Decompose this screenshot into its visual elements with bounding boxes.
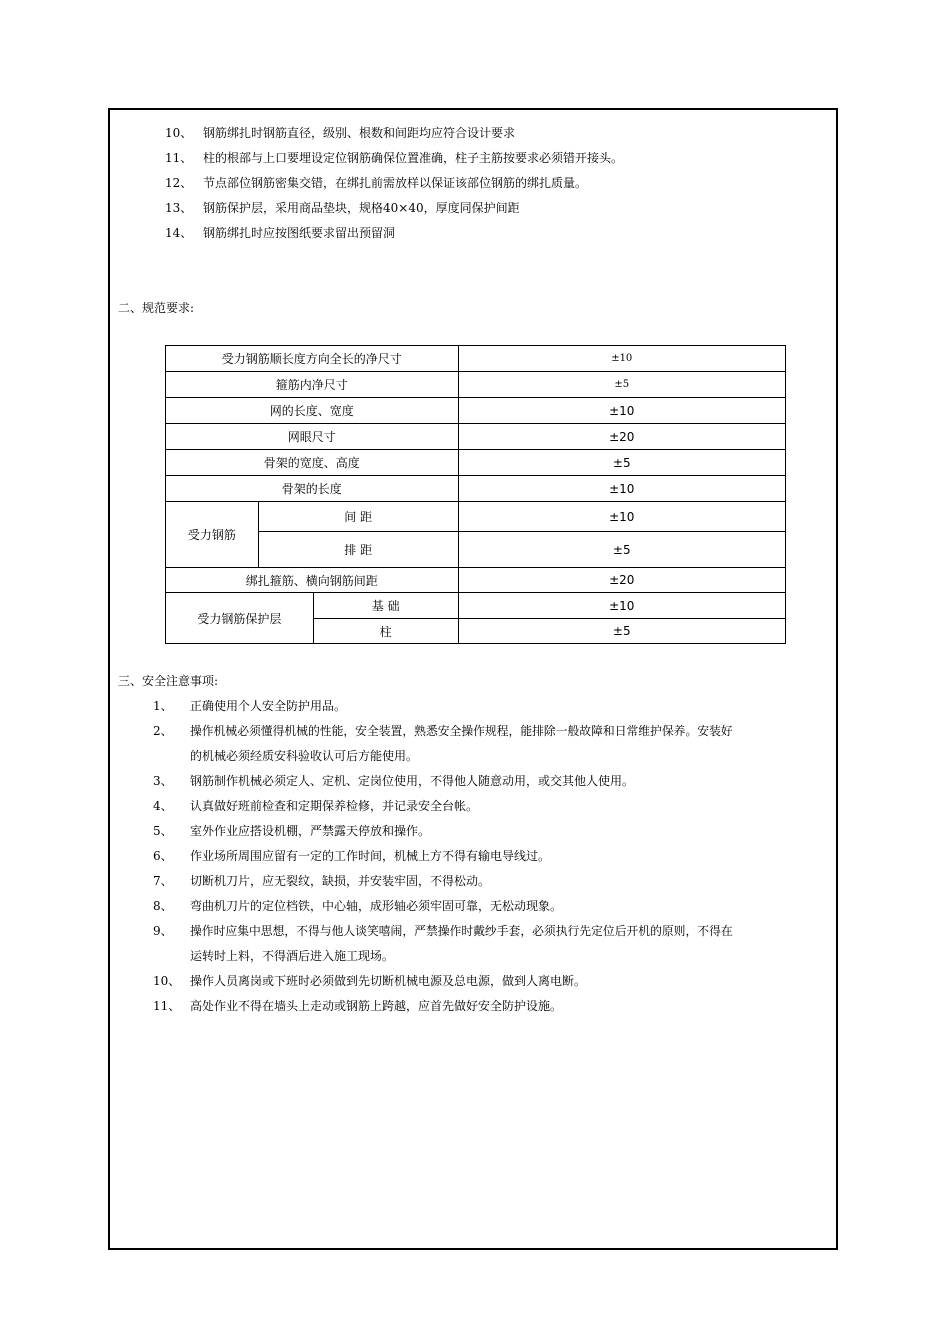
table-row [166,568,786,593]
steel-item-text: 节点部位钢筋密集交错，在绑扎前需放样以保证该部位钢筋的绑扎质量。 [203,176,588,190]
spec-table [165,345,786,644]
table-row [166,372,786,398]
table-row [166,502,786,532]
spec-label: 骨架的长度 [166,476,459,502]
spec-label: 网眼尺寸 [166,424,459,450]
steel-item-number: 13、 [165,201,193,215]
safety-item-text: 操作人员离岗或下班时必须做到先切断机械电源及总电源，做到人离电断。 [190,974,587,988]
spec-sub-label: 柱 [313,619,458,644]
spec-label: 绑扎箍筋、横向钢筋间距 [166,568,459,593]
steel-item-number: 14、 [165,226,193,240]
safety-item-text: 操作机械必须懂得机械的性能，安全装置，熟悉安全操作规程，能排除一般故障和日常维护保养。安装好 [190,724,733,738]
safety-item-text: 弯曲机刀片的定位档铁，中心轴，成形轴必须牢固可靠，无松动现象。 [190,899,563,913]
steel-item-number: 11、 [165,151,193,165]
safety-item-text: 室外作业应搭设机棚，严禁露天停放和操作。 [190,824,431,838]
safety-item-number: 4、 [153,799,173,813]
spec-value: ±10 [458,346,786,372]
spec-value: ±5 [458,532,786,568]
safety-item-number: 5、 [153,824,173,838]
steel-item-text: 钢筋保护层，采用商品垫块，规格40×40，厚度同保护间距 [203,201,520,215]
table-row [166,398,786,424]
table-row [166,476,786,502]
table-row [166,346,786,372]
spec-label: 受力钢筋顺长度方向全长的净尺寸 [166,346,459,372]
safety-item-text: 运转时上料，不得酒后进入施工现场。 [190,949,395,963]
table-row [166,593,786,619]
safety-item-text: 高处作业不得在墙头上走动或钢筋上跨越，应首先做好安全防护设施。 [190,999,563,1013]
spec-value: ±10 [458,502,786,532]
spec-value: ±5 [458,372,786,398]
spec-value: ±5 [458,450,786,476]
spec-label: 骨架的宽度、高度 [166,450,459,476]
safety-item-number: 10、 [153,974,181,988]
safety-item-text: 切断机刀片，应无裂纹，缺损，并安装牢固，不得松动。 [190,874,491,888]
section-heading-spec: 二、规范要求: [118,301,195,315]
spec-sub-label: 基 础 [313,593,458,619]
spec-sub-label: 间 距 [258,502,458,532]
spec-label: 箍筋内净尺寸 [166,372,459,398]
spec-value: ±20 [458,568,786,593]
spec-value: ±10 [458,398,786,424]
table-row [166,532,786,568]
safety-item-number: 9、 [153,924,173,938]
spec-group-label: 受力钢筋 [166,502,259,568]
safety-item-number: 8、 [153,899,173,913]
safety-item-number: 7、 [153,874,173,888]
safety-item-text: 认真做好班前检查和定期保养检修，并记录安全台帐。 [190,799,479,813]
spec-group-label: 受力钢筋保护层 [166,593,314,644]
safety-item-text: 作业场所周围应留有一定的工作时间，机械上方不得有输电导线过。 [190,849,551,863]
spec-value: ±10 [458,476,786,502]
steel-item-number: 12、 [165,176,193,190]
table-row [166,424,786,450]
spec-sub-label: 排 距 [258,532,458,568]
steel-item-number: 10、 [165,126,193,140]
table-row [166,450,786,476]
safety-item-text: 操作时应集中思想，不得与他人谈笑嘻闹，严禁操作时戴纱手套，必须执行先定位后开机的原则，不得在 [190,924,733,938]
safety-item-number: 1、 [153,699,173,713]
spec-value: ±10 [458,593,786,619]
section-heading-safety: 三、安全注意事项: [118,674,219,688]
safety-item-number: 3、 [153,774,173,788]
safety-item-number: 2、 [153,724,173,738]
spec-value: ±20 [458,424,786,450]
steel-item-text: 钢筋绑扎时应按图纸要求留出预留洞 [203,226,396,240]
safety-item-number: 6、 [153,849,173,863]
safety-item-text: 正确使用个人安全防护用品。 [190,699,347,713]
safety-item-number: 11、 [153,999,181,1013]
steel-item-text: 柱的根部与上口要埋设定位钢筋确保位置准确，柱子主筋按要求必须错开接头。 [203,151,624,165]
safety-item-text: 钢筋制作机械必须定人、定机、定岗位使用，不得他人随意动用，或交其他人使用。 [190,774,635,788]
spec-label: 网的长度、宽度 [166,398,459,424]
spec-value: ±5 [458,619,786,644]
steel-item-text: 钢筋绑扎时钢筋直径，级别、根数和间距均应符合设计要求 [203,126,516,140]
safety-item-text: 的机械必须经质安科验收认可后方能使用。 [190,749,419,763]
